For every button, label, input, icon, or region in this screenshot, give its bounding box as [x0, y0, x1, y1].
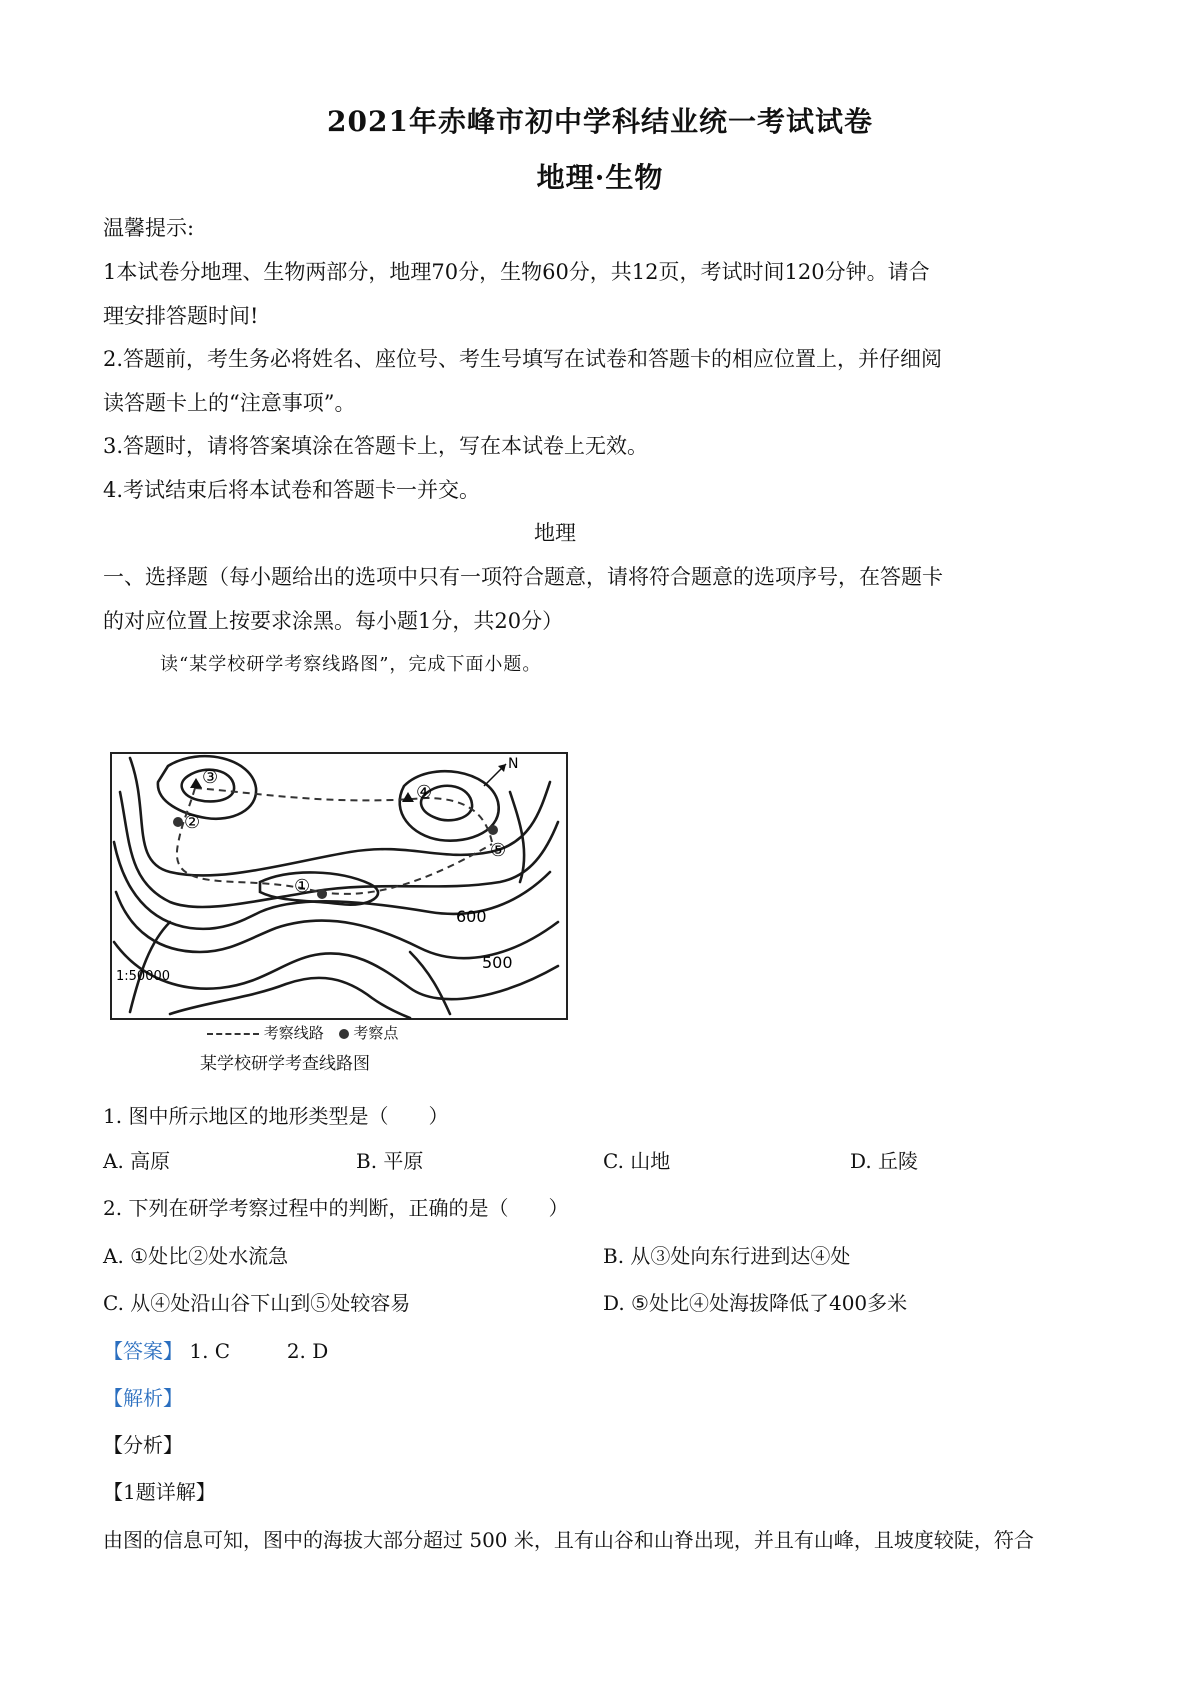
- legend-point-swatch: [339, 1029, 349, 1039]
- map-caption: 某学校研学考查线路图: [200, 1054, 370, 1074]
- q1-option-d: D. 丘陵: [850, 1149, 919, 1173]
- map-legend: [207, 1022, 398, 1043]
- part-title-line-2: 的对应位置上按要求涂黑。每小题1分，共20分）: [103, 609, 564, 633]
- notice-heading: 温馨提示:: [103, 216, 195, 240]
- q1-option-b: B. 平原: [356, 1149, 424, 1173]
- legend-route-label: 考察线路: [263, 1024, 324, 1042]
- question-1-stem: 1. 图中所示地区的地形类型是（ ）: [103, 1104, 449, 1128]
- exam-title: 2021年赤峰市初中学科结业统一考试试卷: [327, 105, 873, 138]
- q1-option-c: C. 山地: [603, 1149, 671, 1173]
- point-5-label: ⑤: [490, 840, 507, 861]
- point-1-label: ①: [294, 876, 311, 897]
- notice-line-1: 1本试卷分地理、生物两部分，地理70分，生物60分，共12页，考试时间120分钟。请合: [103, 260, 930, 284]
- part-title-line-1: 一、选择题（每小题给出的选项中只有一项符合题意，请将符合题意的选项序号，在答题卡: [103, 565, 943, 589]
- point-4-label: ④: [416, 782, 433, 803]
- answer-q1: 1. C: [189, 1339, 231, 1363]
- jiexi-label: 【解析】: [103, 1386, 183, 1410]
- subject-heading: 地理: [534, 521, 576, 545]
- notice-line-2: 理安排答题时间!: [103, 304, 259, 328]
- north-label: N: [508, 756, 519, 772]
- q2-option-d: D. ⑤处比④处海拔降低了400多米: [603, 1291, 908, 1315]
- point-2-dot: [173, 817, 183, 827]
- point-2-label: ②: [184, 812, 201, 833]
- q2-option-a: A. ①处比②处水流急: [103, 1244, 289, 1268]
- q2-option-b: B. 从③处向东行进到达④处: [603, 1244, 851, 1268]
- legend-point-label: 考察点: [353, 1024, 399, 1042]
- contour-map: [110, 752, 568, 1020]
- notice-line-6: 4.考试结束后将本试卷和答题卡一并交。: [103, 478, 481, 502]
- detail-heading: 【1题详解】: [103, 1480, 216, 1504]
- answer-q2: 2. D: [286, 1339, 329, 1363]
- q1-option-a: A. 高原: [103, 1149, 171, 1173]
- fenxi-label: 【分析】: [103, 1433, 183, 1457]
- contour-label-500: 500: [482, 953, 513, 972]
- detail-text: 由图的信息可知，图中的海拔大部分超过 500 米，且有山谷和山脊出现，并且有山峰，且坡度较陡，符合: [103, 1528, 1034, 1552]
- notice-line-4: 读答题卡上的“注意事项”。: [103, 391, 356, 415]
- question-intro: 读“某学校研学考察线路图”，完成下面小题。: [160, 654, 542, 675]
- point-5-dot: [488, 825, 498, 835]
- answer-label: 【答案】: [103, 1339, 183, 1363]
- notice-line-3: 2.答题前，考生务必将姓名、座位号、考生号填写在试卷和答题卡的相应位置上，并仔细阅: [103, 347, 943, 371]
- notice-line-5: 3.答题时，请将答案填涂在答题卡上，写在本试卷上无效。: [103, 434, 649, 458]
- answer-line: [103, 1335, 328, 1364]
- question-2-stem: 2. 下列在研学考察过程中的判断，正确的是（ ）: [103, 1196, 569, 1220]
- legend-route-swatch: [207, 1033, 259, 1035]
- point-3-label: ③: [202, 767, 219, 788]
- contour-label-600: 600: [456, 907, 487, 926]
- q2-option-c: C. 从④处沿山谷下山到⑤处较容易: [103, 1291, 411, 1315]
- point-1-dot: [317, 889, 327, 899]
- map-scale: 1:50000: [116, 969, 171, 984]
- exam-subtitle: 地理·生物: [536, 161, 664, 194]
